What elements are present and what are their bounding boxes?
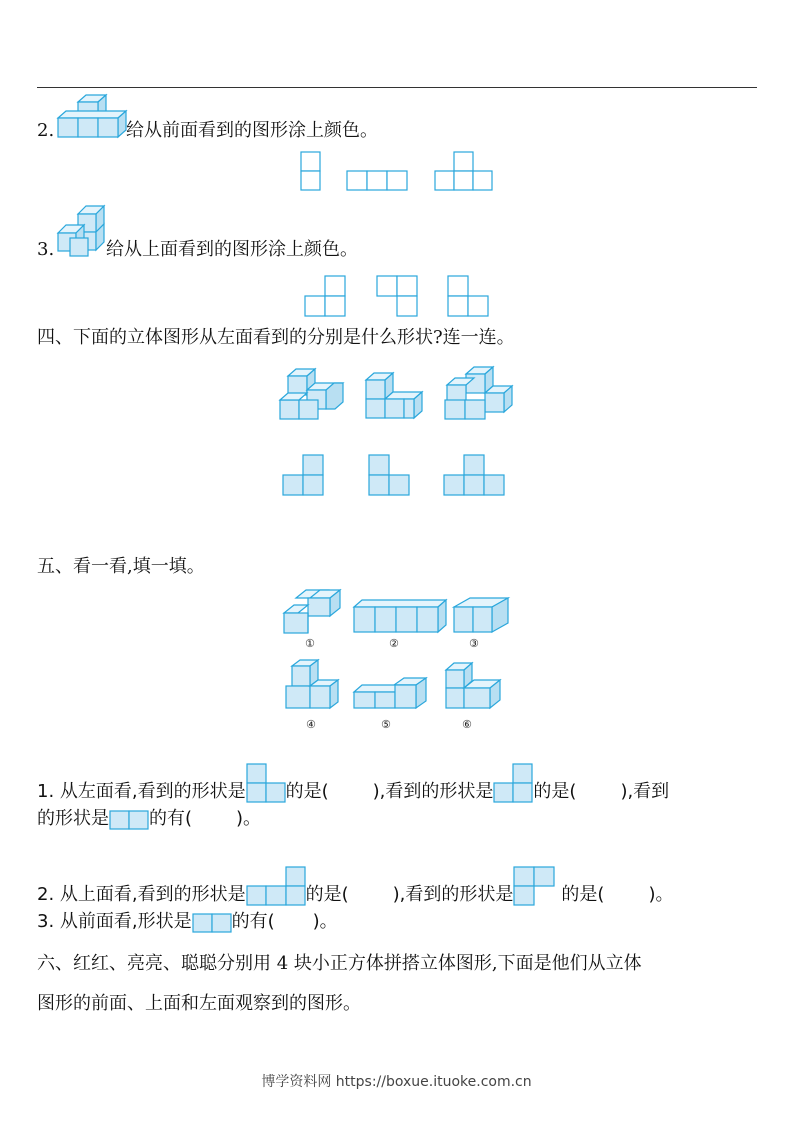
text-segment: 的有( [149,808,193,829]
s4-view-c[interactable] [444,455,504,495]
section-4-title: 四、下面的立体图形从左面看到的分别是什么形状?连一连。 [37,327,515,348]
text-segment: ),看到 [620,781,670,802]
s5-solids [284,588,514,740]
text-segment: 的是( [561,884,605,905]
shape-step [513,866,555,906]
solid-label-3: ③ [469,637,479,650]
q3-option-a[interactable] [305,276,345,316]
q3-options [305,276,495,318]
text-segment: 的是( [305,884,349,905]
question-number: 2. [37,120,55,141]
s4-view-b[interactable] [369,455,409,495]
text-segment: 3. 从前面看,形状是 [37,911,192,932]
s5-question-3 [37,911,338,933]
s4-solid-3[interactable] [445,367,512,419]
text-segment: 1. 从左面看,看到的形状是 [37,781,246,802]
s5-solid-1 [284,590,340,633]
question-3-text: 给从上面看到的图形涂上颜色。 [106,239,358,260]
q3-option-c[interactable] [448,276,488,316]
section-5-title: 五、看一看,填一填。 [37,556,205,577]
header-rule [37,87,757,88]
text-segment: 的是( [285,781,329,802]
s5-question-1-line-1 [37,763,669,803]
s4-solid-2[interactable] [366,373,422,418]
solid-label-5: ⑤ [381,718,391,731]
s5-solid-3 [454,598,508,632]
q3-option-b[interactable] [377,276,417,316]
text-segment: ),看到的形状是 [372,781,494,802]
text-segment: 的形状是 [37,808,109,829]
s5-solid-2 [354,600,446,632]
solid-label-2: ② [389,637,399,650]
text-segment: 的有( [231,911,275,932]
text-segment: ),看到的形状是 [392,884,514,905]
shape-two-horizontal [192,913,232,933]
solid-label-1: ① [305,637,315,650]
section-6-line-2: 图形的前面、上面和左面观察到的图形。 [37,993,361,1014]
s4-views [283,455,508,497]
s5-solid-5 [354,678,426,708]
s5-solid-6 [446,663,500,708]
s5-solid-4 [286,660,338,708]
shape-two-horizontal [109,810,149,830]
solid-label-4: ④ [306,718,316,731]
s4-solid-1[interactable] [280,369,343,419]
text-segment: )。 [312,911,338,932]
s4-view-a[interactable] [283,455,323,495]
q2-options [300,152,500,192]
question-2 [37,120,54,142]
q2-option-c[interactable] [435,152,492,190]
question-number: 3. [37,239,55,260]
shape-l-right [493,763,533,803]
solid-label-6: ⑥ [462,718,472,731]
shape-three-with-top [246,866,306,906]
text-segment: )。 [236,808,262,829]
text-segment: 2. 从上面看,看到的形状是 [37,884,246,905]
q2-option-a[interactable] [301,152,320,190]
s4-solids [280,366,515,428]
section-6-line-1: 六、红红、亮亮、聪聪分别用 4 块小正方体拼搭立体图形,下面是他们从立体 [37,953,642,974]
text-segment: )。 [648,884,674,905]
footer-watermark: 博学资料网 https://boxue.ituoke.com.cn [261,1074,532,1090]
question-3 [37,239,54,261]
shape-l-left [246,763,286,803]
q2-option-b[interactable] [347,171,407,190]
cube-figure-q2 [58,92,128,138]
question-2-text: 给从前面看到的图形涂上颜色。 [126,120,378,141]
s5-question-2 [37,866,673,906]
cube-figure-q3 [58,202,108,258]
s5-question-1-line-2 [37,808,261,830]
text-segment: 的是( [533,781,577,802]
